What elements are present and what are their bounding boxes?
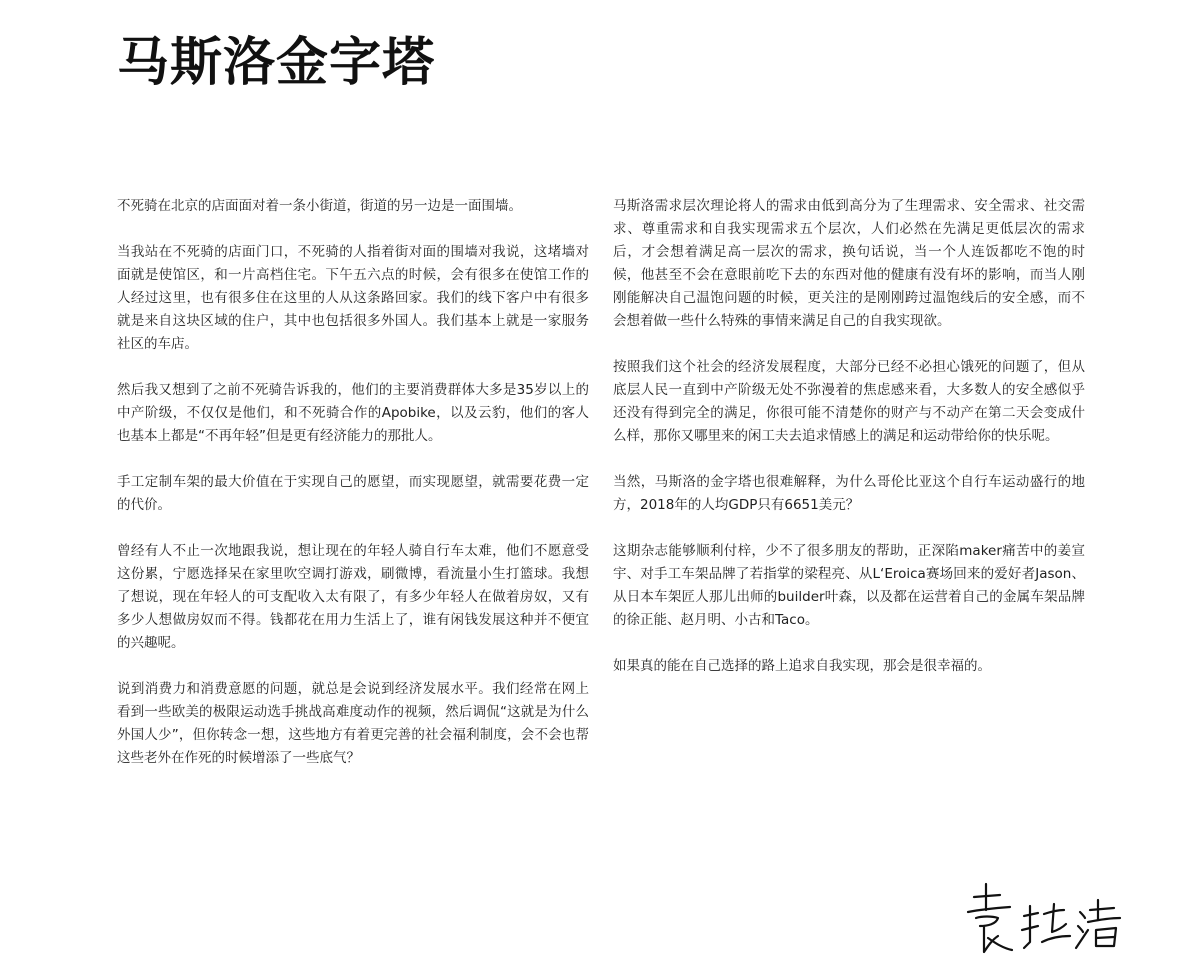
paragraph: 手工定制车架的最大价值在于实现自己的愿望，而实现愿望，就需要花费一定的代价。 (117, 474, 589, 513)
signature-icon (958, 880, 1128, 960)
paragraph: 这期杂志能够顺利付梓，少不了很多朋友的帮助，正深陷maker痛苦中的姜宣宇、对手工车架品牌了若指掌的梁程亮、从L‘Eroica赛场回来的爱好者Jason、从日本车架匠人那儿出师的builder叶森，以及都在运营着自己的金属车架品牌的徐正能、赵月明、小古和Taco。 (613, 543, 1085, 628)
paragraph: 当然，马斯洛的金字塔也很难解释，为什么哥伦比亚这个自行车运动盛行的地方，2018年的人均GDP只有6651美元？ (613, 474, 1085, 513)
paragraph: 当我站在不死骑的店面门口，不死骑的人指着街对面的围墙对我说，这堵墙对面就是使馆区，和一片高档住宅。下午五六点的时候，会有很多在使馆工作的人经过这里，也有很多住在这里的人从这条路回家。我们的线下客户中有很多就是来自这块区域的住户，其中也包括很多外国人。我们基本上就是一家服务社区的车店。 (117, 244, 589, 352)
author-signature (958, 880, 1128, 960)
right-column (613, 195, 1085, 701)
paragraph: 说到消费力和消费意愿的问题，就总是会说到经济发展水平。我们经常在网上看到一些欧美的极限运动选手挑战高难度动作的视频，然后调侃“这就是为什么外国人少”，但你转念一想，这些地方有着更完善的社会福利制度，会不会也帮这些老外在作死的时候增添了一些底气？ (117, 681, 589, 766)
paragraph: 按照我们这个社会的经济发展程度，大部分已经不必担心饿死的问题了，但从底层人民一直到中产阶级无处不弥漫着的焦虑感来看，大多数人的安全感似乎还没有得到完全的满足，你很可能不清楚你的财产与不动产在第二天会变成什么样，那你又哪里来的闲工夫去追求情感上的满足和运动带给你的快乐呢。 (613, 359, 1085, 444)
left-column (117, 195, 589, 793)
paragraph: 曾经有人不止一次地跟我说，想让现在的年轻人骑自行车太难，他们不愿意受这份累，宁愿选择呆在家里吹空调打游戏，刷微博，看流量小生打篮球。我想了想说，现在年轻人的可支配收入太有限了，有多少年轻人在做着房奴，又有多少人想做房奴而不得。钱都花在用力生活上了，谁有闲钱发展这种并不便宜的兴趣呢。 (117, 543, 589, 651)
paragraph: 如果真的能在自己选择的路上追求自我实现，那会是很幸福的。 (613, 658, 991, 674)
paragraph: 然后我又想到了之前不死骑告诉我的，他们的主要消费群体大多是35岁以上的中产阶级，不仅仅是他们，和不死骑合作的Apobike，以及云豹，他们的客人也基本上都是“不再年轻”但是更有经济能力的那批人。 (117, 382, 589, 444)
paragraph: 不死骑在北京的店面面对着一条小街道，街道的另一边是一面围墙。 (117, 198, 522, 214)
page-title: 马斯洛金字塔 (117, 33, 436, 93)
paragraph: 马斯洛需求层次理论将人的需求由低到高分为了生理需求、安全需求、社交需求、尊重需求和自我实现需求五个层次，人们必然在先满足更低层次的需求后，才会想着满足高一层次的需求，换句话说，当一个人连饭都吃不饱的时候，他甚至不会在意眼前吃下去的东西对他的健康有没有坏的影响，而当人刚刚能解决自己温饱问题的时候，更关注的是刚刚跨过温饱线后的安全感，而不会想着做一些什么特殊的事情来满足自己的自我实现欲。 (613, 198, 1085, 329)
